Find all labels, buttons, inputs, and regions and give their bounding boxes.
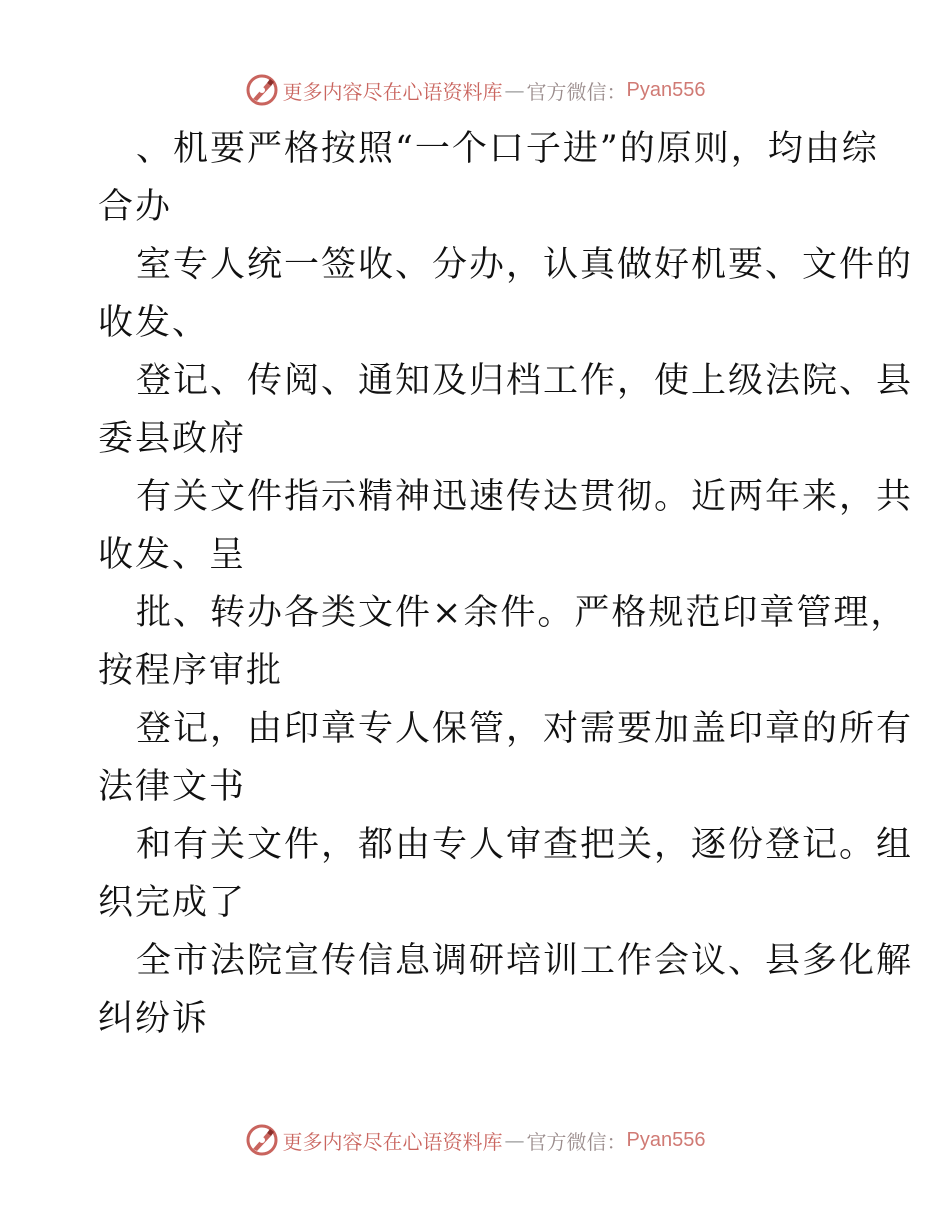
footer-wechat-label: 官方微信： [526, 1129, 627, 1154]
header-slogan: 更多内容尽在心语资料库 [282, 79, 503, 104]
pen-circle-logo-icon [245, 1123, 279, 1157]
header-wechat-id: Pyan556 [626, 78, 706, 101]
body-line: 合办 [98, 187, 173, 227]
body-line: 、机要严格按照“一个口子进”的原则，均由综 [136, 129, 879, 169]
body-line: 委县政府 [98, 419, 247, 459]
body-line: 按程序审批 [98, 651, 284, 691]
body-line: 和有关文件，都由专人审查把关，逐份登记。组 [136, 825, 914, 865]
header-separator: — [504, 78, 525, 102]
pen-circle-logo-icon [245, 73, 279, 107]
header-banner [0, 70, 950, 110]
body-line: 法律文书 [98, 767, 247, 807]
body-line: 收发、 [98, 303, 210, 343]
body-line: 登记、传阅、通知及归档工作，使上级法院、县 [136, 361, 914, 401]
body-line: 有关文件指示精神迅速传达贯彻。近两年来，共 [136, 477, 914, 517]
footer-slogan: 更多内容尽在心语资料库 [282, 1129, 503, 1154]
footer-separator: — [504, 1128, 525, 1152]
body-line: 纠纷诉 [98, 999, 210, 1039]
header-wechat-label: 官方微信： [526, 79, 627, 104]
body-line: 收发、呈 [98, 535, 247, 575]
body-line: 织完成了 [98, 883, 247, 923]
body-line: 批、转办各类文件×余件。严格规范印章管理， [136, 593, 908, 633]
body-line: 室专人统一签收、分办，认真做好机要、文件的 [136, 245, 914, 285]
footer-wechat-id: Pyan556 [626, 1128, 706, 1151]
document-body [98, 120, 914, 1048]
body-line: 全市法院宣传信息调研培训工作会议、县多化解 [136, 941, 914, 981]
footer-banner [0, 1120, 950, 1160]
body-line: 登记，由印章专人保管，对需要加盖印章的所有 [136, 709, 914, 749]
